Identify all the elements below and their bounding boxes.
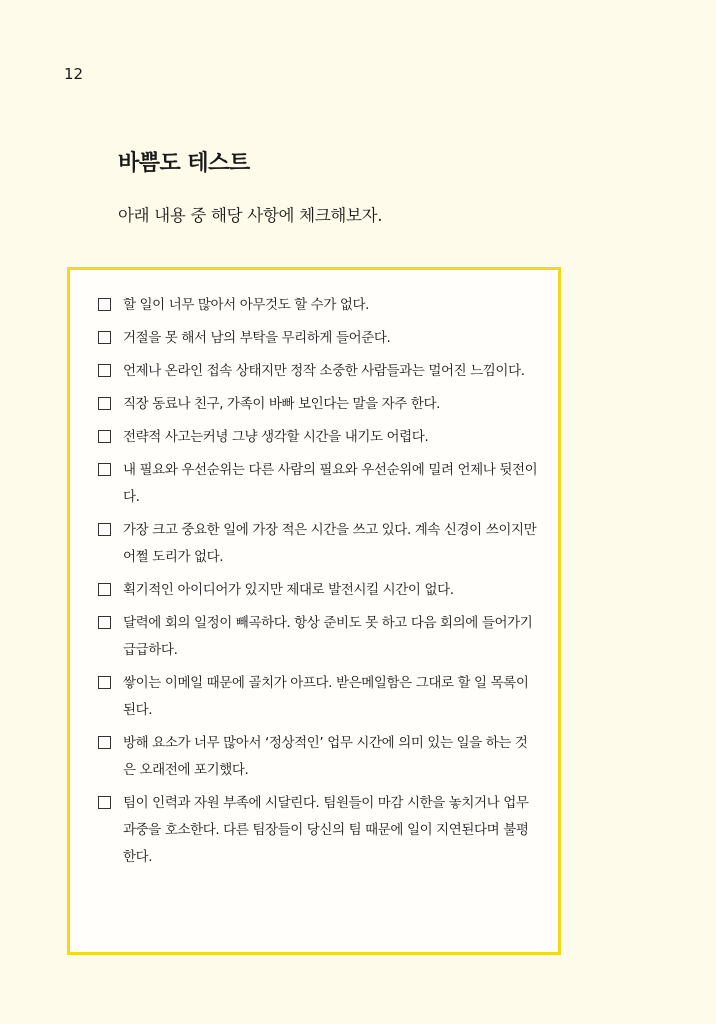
checklist-item[interactable] xyxy=(98,325,538,352)
checklist-item-text: 팀이 인력과 자원 부족에 시달린다. 팀원들이 마감 시한을 놓치거나 업무 과중을 호소한다. 다른 팀장들이 당신의 팀 때문에 일이 지연된다며 불평한다. xyxy=(123,795,529,865)
checklist-item-text: 직장 동료나 친구, 가족이 바빠 보인다는 말을 자주 한다. xyxy=(123,396,441,412)
checklist xyxy=(98,292,538,877)
checklist-item-text: 전략적 사고는커녕 그냥 생각할 시간을 내기도 어렵다. xyxy=(123,429,429,445)
checklist-item[interactable] xyxy=(98,391,538,418)
checklist-item-text: 쌓이는 이메일 때문에 골치가 아프다. 받은메일함은 그대로 할 일 목록이 된다. xyxy=(123,675,529,718)
checkbox[interactable] xyxy=(98,463,111,476)
checklist-item[interactable] xyxy=(98,358,538,385)
checklist-item-text: 언제나 온라인 접속 상태지만 정작 소중한 사람들과는 멀어진 느낌이다. xyxy=(123,363,525,379)
section-title: 바쁨도 테스트 xyxy=(118,151,250,176)
checklist-item-text: 가장 크고 중요한 일에 가장 적은 시간을 쓰고 있다. 계속 신경이 쓰이지만 어쩔 도리가 없다. xyxy=(123,522,537,565)
instruction-text: 아래 내용 중 해당 사항에 체크해보자. xyxy=(118,206,383,225)
checklist-item[interactable] xyxy=(98,610,538,664)
checklist-item-text: 할 일이 너무 많아서 아무것도 할 수가 없다. xyxy=(123,297,370,313)
checkbox[interactable] xyxy=(98,616,111,629)
checkbox[interactable] xyxy=(98,331,111,344)
checkbox[interactable] xyxy=(98,397,111,410)
checklist-item[interactable] xyxy=(98,670,538,724)
checklist-item[interactable] xyxy=(98,292,538,319)
checklist-item-text: 내 필요와 우선순위는 다른 사람의 필요와 우선순위에 밀려 언제나 뒷전이다. xyxy=(123,462,538,505)
checkbox[interactable] xyxy=(98,796,111,809)
checkbox[interactable] xyxy=(98,676,111,689)
checklist-item[interactable] xyxy=(98,577,538,604)
checklist-box xyxy=(67,267,561,955)
checkbox[interactable] xyxy=(98,298,111,311)
checklist-item[interactable] xyxy=(98,424,538,451)
checklist-item-text: 획기적인 아이디어가 있지만 제대로 발전시킬 시간이 없다. xyxy=(123,582,454,598)
checkbox[interactable] xyxy=(98,736,111,749)
checkbox[interactable] xyxy=(98,364,111,377)
checklist-item-text: 달력에 회의 일정이 빼곡하다. 항상 준비도 못 하고 다음 회의에 들어가기 급급하다. xyxy=(123,615,533,658)
page-number: 12 xyxy=(64,65,84,83)
checklist-item[interactable] xyxy=(98,457,538,511)
checkbox[interactable] xyxy=(98,583,111,596)
checklist-item[interactable] xyxy=(98,730,538,784)
checkbox[interactable] xyxy=(98,430,111,443)
checklist-item[interactable] xyxy=(98,517,538,571)
checklist-item-text: 거절을 못 해서 남의 부탁을 무리하게 들어준다. xyxy=(123,330,391,346)
checkbox[interactable] xyxy=(98,523,111,536)
checklist-item[interactable] xyxy=(98,790,538,871)
checklist-item-text: 방해 요소가 너무 많아서 ‘정상적인’ 업무 시간에 의미 있는 일을 하는 것은 오래전에 포기했다. xyxy=(123,735,528,778)
